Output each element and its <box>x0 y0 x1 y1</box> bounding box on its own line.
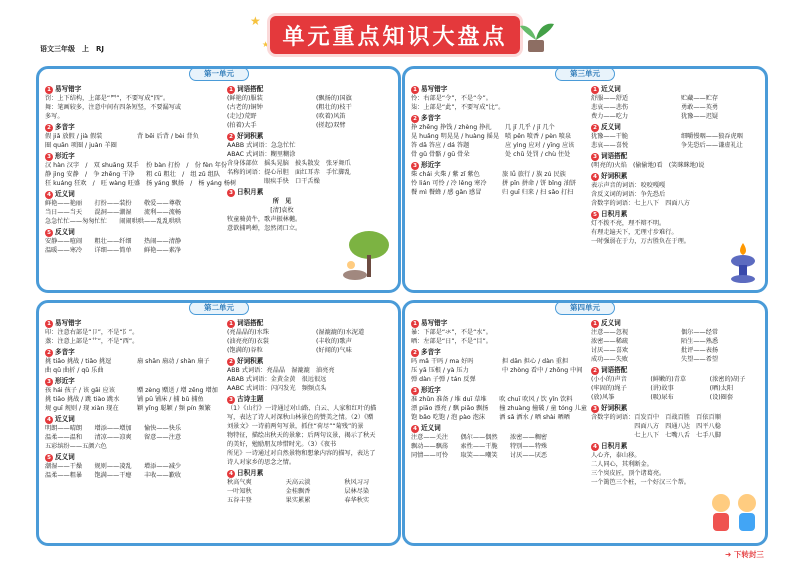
section-heading <box>591 152 765 161</box>
text-line: 的美好，勉励朋友珍惜时光。（3）《夜书 <box>227 441 337 448</box>
poem-author: [清]袁枚 <box>270 207 294 214</box>
section-title: 日积月累 <box>601 442 628 450</box>
section-title: 多音字 <box>55 123 75 131</box>
section-number-badge: 2 <box>591 124 599 132</box>
section-title: 形近字 <box>421 386 441 394</box>
grid-cell: (飘扬的)国旗 <box>316 95 352 102</box>
text-line: 飘动——飘荡 索性——干脆 特别——特殊 <box>411 443 548 450</box>
section-number-badge: 2 <box>227 358 235 366</box>
star-icon: ★ <box>262 40 270 49</box>
grid-cell: 处 chǔ 处罚 / chù 住处 <box>505 151 571 158</box>
text-line: 三个臭皮匠，顶个诸葛亮。 <box>591 470 666 477</box>
section-heading <box>45 123 223 132</box>
grid-cell: 果实累累 <box>285 497 311 504</box>
grid-cell: 圈 quān 项圈 / juàn 羊圈 <box>45 142 117 149</box>
unit4-left <box>411 317 587 460</box>
section-number-badge: 3 <box>227 189 235 197</box>
grid-cell: (丰收的)歌声 <box>316 338 352 345</box>
section-number-badge: 2 <box>411 349 419 357</box>
grid-cell: 撞 zhuàng 撞破 / 童 tóng 儿童 <box>499 405 587 412</box>
text-line: ABB 式词语：亮晶晶 湿漉漉 油亮亮 <box>227 367 335 374</box>
grid-cell: (鲜艳的)服装 <box>227 95 263 102</box>
grid-cell: 悲哀——喜悦 <box>591 142 629 149</box>
grid-cell: 犹豫——干脆 <box>591 133 629 140</box>
unit1-title: 第一单元 <box>189 67 249 81</box>
grid-cell: (放)风筝 <box>591 394 615 401</box>
grid-cell <box>502 375 587 384</box>
grid-cell: 饱 bǎo 吃饱 / 泡 pào 泡沫 <box>411 414 486 421</box>
section-heading <box>591 172 765 181</box>
grid-cell: 归 guī 归来 / 扫 sǎo 打扫 <box>502 189 574 196</box>
grid-cell: 吗 mǎ 干吗 / ma 好吗 <box>411 358 474 365</box>
plant-icon <box>516 18 556 54</box>
section-number-badge: 3 <box>411 387 419 395</box>
children-illustration <box>705 489 763 543</box>
section-title: 易写错字 <box>55 319 82 327</box>
section-title: 古诗主题 <box>237 395 264 403</box>
section-title: 多音字 <box>55 348 75 356</box>
text-line: 急急忙忙——匆匆忙忙 闹闹哄哄——乱乱哄哄 <box>45 218 182 225</box>
grid-cell: 费力——吃力 <box>591 113 629 120</box>
grid-cell: 细嚼慢咽——狼吞虎咽 <box>681 133 743 140</box>
grid-cell: 静 jìng 安静 / 争 zhēng 干净 <box>45 171 135 178</box>
grid-cell: 中 zhòng 看中 / zhōng 中间 <box>502 367 583 374</box>
word-grid <box>591 328 765 364</box>
section-title: 日积月累 <box>237 188 264 196</box>
section-heading <box>227 85 399 94</box>
word-grid <box>45 132 223 150</box>
section-heading <box>591 319 765 328</box>
section-number-badge: 3 <box>591 405 599 413</box>
text-line: 七上八下 七嘴八舌 七手八脚 <box>591 432 721 439</box>
text-line: 含身体部位 摇头晃脑 披头散发 张牙舞爪 <box>227 160 351 167</box>
grid-cell: 颖 yǐng 聪颖 / 频 pín 频繁 <box>137 405 211 412</box>
word-grid <box>227 94 399 130</box>
text-line: 鲜艳——艳丽 打扮——装扮 敬爱——尊敬 <box>45 200 182 207</box>
grid-cell: 喷 pēn 喷香 / pèn 喷泉 <box>505 133 572 140</box>
grid-cell: 舒服——舒适 <box>591 95 629 102</box>
grid-cell: 春华秋实 <box>344 497 370 504</box>
text-line: 怜：右部是“令”，不是“今”。 <box>411 95 492 102</box>
section-title: 好词积累 <box>601 404 628 412</box>
text-line: 多写。 <box>45 113 64 120</box>
unit3-right <box>591 83 765 246</box>
text-line: 四面八方 四通八达 四平八稳 <box>591 423 721 430</box>
section-heading <box>45 152 223 161</box>
grid-cell: 注意——忽视 <box>591 329 629 336</box>
section-heading <box>227 357 399 366</box>
text-line: 同情——可怜 取笑——嘲笑 讨厌——厌恶 <box>411 452 548 459</box>
section-title: 形近字 <box>421 161 441 169</box>
unit1-panel <box>36 66 401 293</box>
section-heading <box>591 366 765 375</box>
section-title: 近义词 <box>421 424 441 432</box>
grid-cell: 粗 cū 粗壮 / 组 zǔ 组队 <box>146 171 221 178</box>
grid-cell: (晒)太阳 <box>709 385 734 392</box>
grid-cell: 扇 shān 扇动 / shàn 扇子 <box>137 358 210 365</box>
text-line: 蒸：注意上部是“艹”，不是“西”。 <box>45 338 139 345</box>
grid-cell: 犹豫——迟疑 <box>681 113 719 120</box>
section-number-badge: 4 <box>227 470 235 478</box>
grid-cell: (油亮亮的)衣裳 <box>227 338 269 345</box>
grid-cell: 应 yìng 应对 / yīng 应该 <box>505 142 575 149</box>
grid-cell: 扮 bàn 打扮 / 份 fèn 年份 <box>146 162 228 169</box>
text-line: 晒：左部是“日”，不是“目”。 <box>411 338 492 345</box>
section-title: 日积月累 <box>237 469 264 477</box>
grid-cell: 批评——表扬 <box>681 347 719 354</box>
section-title: 日积月累 <box>601 210 628 218</box>
herdboy-illustration <box>339 229 394 284</box>
grid-cell: (搓起)双臂 <box>316 122 346 129</box>
grid-cell: (牢固的)绳子 <box>591 385 627 392</box>
section-number-badge: 3 <box>411 162 419 170</box>
grid-cell: 拼 pīn 拼命 / 饼 bǐng 油饼 <box>502 180 577 187</box>
unit3-left <box>411 83 587 197</box>
section-title: 易写错字 <box>421 85 448 93</box>
text-line: 一时强弱在于力，万古胜负在于理。 <box>591 238 690 245</box>
grid-cell: 柴 chái 火柴 / 紫 zǐ 紫色 <box>411 171 480 178</box>
section-heading <box>591 85 765 94</box>
unit4-right <box>591 317 765 487</box>
grid-cell: 曲 qū 曲折 / qǔ 乐曲 <box>45 367 104 374</box>
grid-cell: 狂 kuáng 狂欢 / 旺 wàng 旺盛 <box>45 180 141 187</box>
word-grid <box>45 161 237 188</box>
section-number-badge: 2 <box>45 124 53 132</box>
text-line: (明亮的)火焰 (偷偷地)看 (笑眯眯地)说 <box>591 162 705 169</box>
grid-cell: 假 jiǎ 放假 / jià 假装 <box>45 133 103 140</box>
text-line: 当日——当天 混洞——潮湿 流利——流畅 <box>45 209 182 216</box>
text-line: 一个篱笆三个桩，一个好汉三个帮。 <box>591 479 690 486</box>
grid-cell: (亮晶晶的)水珠 <box>227 329 269 336</box>
grid-cell: 骨 gǔ 骨骼 / gū 骨朵 <box>411 151 470 158</box>
grid-cell: (古老的)铜钟 <box>227 104 263 111</box>
grid-cell: 勇敢——英勇 <box>681 104 719 111</box>
grid-cell: 挑 tiāo 挑战 / tiǎo 挑逗 <box>45 358 112 365</box>
section-number-badge: 1 <box>45 86 53 94</box>
text-line: 有理走遍天下，无理寸步难行。 <box>591 229 678 236</box>
section-number-badge: 1 <box>227 320 235 328</box>
section-number-badge: 1 <box>411 320 419 328</box>
section-title: 多音字 <box>421 348 441 356</box>
text-line: 舞：笔画较多，注意中间有四条短竖，不要漏写或 <box>45 104 182 111</box>
section-number-badge: 3 <box>227 396 235 404</box>
text-line: 诗人对家乡的思念之情。 <box>227 459 296 466</box>
word-grid <box>411 357 587 384</box>
text-line: 名称的词语：提心吊胆 面红耳赤 手忙脚乱 <box>227 169 351 176</box>
section-number-badge: 2 <box>227 133 235 141</box>
section-number-badge: 1 <box>227 86 235 94</box>
grid-cell: 争先恐后——谦虚礼让 <box>681 142 743 149</box>
grid-cell: 怜 lián 可怜 / 冷 lěng 寒冷 <box>411 180 487 187</box>
section-number-badge: 4 <box>45 416 53 424</box>
section-title: 好词积累 <box>601 172 628 180</box>
grid-cell: 规 guī 规则 / 现 xiàn 现在 <box>45 405 119 412</box>
grid-cell: 弹 dàn 子弹 / tán 反弹 <box>411 376 476 383</box>
text-line: 温暖——寒冷 详细——简单 鲜艳——素净 <box>45 247 182 254</box>
section-number-badge: 1 <box>45 320 53 328</box>
text-line: ABAC 式词语：糊里糊涂 <box>227 151 296 158</box>
grid-cell: 偶尔——经常 <box>681 329 719 336</box>
section-number-badge: 5 <box>45 229 53 237</box>
text-line: 温柔——温和 清凉——凉爽 留意——注意 <box>45 434 182 441</box>
text-line: 含数字的词语：七上八下 四面八方 <box>591 200 690 207</box>
section-title: 反义词 <box>55 228 75 236</box>
section-heading <box>45 348 223 357</box>
grid-cell: 贮藏——贮存 <box>681 95 719 102</box>
grid-cell: (吸)尿布 <box>650 394 674 401</box>
section-number-badge: 1 <box>591 86 599 94</box>
text-line: 所见》一诗通过对自然景物和想象内容的描写，表达了 <box>227 450 376 457</box>
text-line: 注意——关注 偶尔——偶然 浓密——稠密 <box>411 434 548 441</box>
section-heading <box>45 377 223 386</box>
text-line: 物特征，描绘出秋天的景象；后两句议景，揭示了秋天 <box>227 432 376 439</box>
section-heading <box>411 319 587 328</box>
word-grid <box>227 478 399 505</box>
grid-cell: 金桂飘香 <box>285 488 311 495</box>
section-heading <box>45 228 223 237</box>
text-line: 人心齐，泰山移。 <box>591 452 641 459</box>
grid-cell: (湿漉漉的)水泥道 <box>316 329 365 336</box>
section-heading <box>591 123 765 132</box>
section-number-badge: 2 <box>45 349 53 357</box>
section-number-badge: 2 <box>411 115 419 123</box>
section-heading <box>411 85 587 94</box>
unit4-title: 第四单元 <box>555 301 615 315</box>
section-heading <box>45 319 223 328</box>
section-heading <box>227 188 399 197</box>
section-number-badge: 5 <box>45 454 53 462</box>
section-heading <box>227 395 399 404</box>
section-heading <box>227 469 399 478</box>
text-line: 暴：下部是“氺”，不是“水”。 <box>411 329 492 336</box>
word-grid <box>227 328 399 355</box>
grid-cell: 挣 zhēng 挣钱 / zhèng 挣扎 <box>411 124 492 131</box>
grid-cell: 赠 zèng 赠送 / 增 zēng 增加 <box>137 387 218 394</box>
grid-cell: 餐 mì 餐蜂 / 感 gǎn 感冒 <box>411 189 482 196</box>
text-line: ABAB 式词语：金黄金黄 很远很远 <box>227 376 327 383</box>
section-title: 易写错字 <box>55 85 82 93</box>
poem-title: 所 见 <box>272 198 292 205</box>
grid-cell: (吹着)风笛 <box>316 113 346 120</box>
text-line: 柒：上部是“此”，不要写成“比”。 <box>411 104 505 111</box>
word-grid <box>591 94 765 121</box>
section-heading <box>227 132 399 141</box>
word-grid <box>411 123 587 159</box>
word-grid <box>45 386 223 413</box>
section-number-badge: 1 <box>411 86 419 94</box>
grid-cell: 答 dā 答应 / dá 答题 <box>411 142 470 149</box>
text-line: 温柔——粗暴 饱满——干瘪 丰收——歉收 <box>45 472 182 479</box>
grid-cell: 吹 chuī 吹风 / 饮 yǐn 饮料 <box>499 396 573 403</box>
grid-cell: (好闻的)气味 <box>316 347 352 354</box>
unit2-left <box>45 317 223 480</box>
section-heading <box>411 424 587 433</box>
text-line: 明朗——晴朗 增添——增加 愉快——快乐 <box>45 425 182 432</box>
unit1-right <box>227 83 399 233</box>
text-line: 表示声音的词语：咬咬嘎嘎 <box>591 182 666 189</box>
text-line: AABB 式词语：急急忙忙 <box>227 142 296 149</box>
section-title: 词语搭配 <box>601 366 628 374</box>
text-line: 印：注意右部是“卩”，不是“阝”。 <box>45 329 139 336</box>
unit1-left <box>45 83 237 255</box>
grid-cell: (小小的)声音 <box>591 376 627 383</box>
section-heading <box>411 348 587 357</box>
grade-label: 语文三年级 上 RJ <box>40 45 104 53</box>
word-grid <box>45 357 223 375</box>
star-icon: ★ <box>250 14 261 28</box>
section-heading <box>411 386 587 395</box>
section-number-badge: 4 <box>411 425 419 433</box>
grid-cell: 悲哀——悲伤 <box>591 104 629 111</box>
section-heading <box>45 415 223 424</box>
section-number-badge: 3 <box>45 378 53 386</box>
section-heading <box>45 85 223 94</box>
section-title: 词语搭配 <box>237 319 264 327</box>
grid-cell: 失望——希望 <box>681 356 719 363</box>
grid-cell: (讲)故事 <box>650 385 674 392</box>
section-title: 近义词 <box>601 85 621 93</box>
grid-cell: 扬 yáng 飘扬 / 杨 yáng 杨树 <box>146 180 237 187</box>
grid-cell: 层林尽染 <box>344 488 370 495</box>
grid-cell: 担 dān 担心 / dàn 重担 <box>502 358 569 365</box>
text-line: 写，表达了诗人对深秋山林景色的赞美之情。（2）《赠 <box>227 414 374 421</box>
text-line: 二人同心，其利断金。 <box>591 461 653 468</box>
page-title-banner <box>270 16 520 54</box>
section-heading <box>591 404 765 413</box>
section-title: 词语搭配 <box>237 85 264 93</box>
section-number-badge: 2 <box>591 367 599 375</box>
grid-cell: 秋风习习 <box>344 479 370 486</box>
grid-cell: 洒 sǎ 洒水 / 晒 shài 晒晒 <box>499 414 570 421</box>
word-grid <box>411 395 587 422</box>
grid-cell: 晃 huǎng 明晃晃 / huàng 摇晃 <box>411 133 500 140</box>
text-line: 五彩缤纷——五颜六色 <box>45 443 107 450</box>
grid-cell: 汉 hàn 汉字 / 双 shuāng 双手 <box>45 162 139 169</box>
poem-line: 意欲捕鸣蝉，忽然闭口立。 <box>227 225 302 232</box>
section-number-badge: 3 <box>45 153 53 161</box>
section-title: 近义词 <box>55 190 75 198</box>
unit3-title: 第三单元 <box>555 67 615 81</box>
section-title: 反义词 <box>55 453 75 461</box>
grid-cell: 秋高气爽 <box>227 479 252 486</box>
section-heading <box>591 210 765 219</box>
next-page-label: 下转封三 <box>733 550 764 559</box>
section-number-badge: 3 <box>591 153 599 161</box>
text-line: AABC 式词语：闪闪发光 频频点头 <box>227 385 327 392</box>
grid-cell: (鲜嫩的)青草 <box>650 376 687 383</box>
grid-cell: 陌生——熟悉 <box>681 338 719 345</box>
grid-cell: (拍着)大手 <box>227 122 257 129</box>
section-heading <box>411 161 587 170</box>
grid-cell: 浓密——稀疏 <box>591 338 629 345</box>
text-line: 灯不拨不亮，理不辩不明。 <box>591 220 666 227</box>
text-line: 含反义词的词语：争先恐后 <box>591 191 666 198</box>
section-number-badge: 1 <box>591 320 599 328</box>
grid-cell: 准 zhǔn 准备 / 堆 duī 草堆 <box>411 396 487 403</box>
section-number-badge: 4 <box>591 173 599 181</box>
section-number-badge: 5 <box>591 211 599 219</box>
grid-cell: (饱满的)谷粒 <box>227 347 263 354</box>
section-title: 好词积累 <box>237 357 264 365</box>
section-heading <box>591 442 765 451</box>
section-heading <box>45 190 223 199</box>
section-title: 形近字 <box>55 152 75 160</box>
grid-cell: 漂 piāo 漂亮 / 飘 piāo 飘扬 <box>411 405 489 412</box>
grid-cell: 一叶知秋 <box>227 488 252 495</box>
next-page-note: ➜ 下转封三 <box>725 550 764 559</box>
grid-cell: 挑 tiāo 挑战 / 跳 tiào 跳水 <box>45 396 120 403</box>
text-line: （1）《山行》一诗通过对山路、白云、人家和红叶的描 <box>227 405 377 412</box>
text-line: 含数字的词语：百发百中 百战百胜 百依百顺 <box>591 414 721 421</box>
word-grid <box>591 132 765 150</box>
poem-line: 牧童骑黄牛，歌声振林樾。 <box>227 216 302 223</box>
grid-cell: (浓密的)胡子 <box>709 376 746 383</box>
section-title: 词语搭配 <box>601 152 628 160</box>
unit2-title: 第二单元 <box>189 301 249 315</box>
grid-cell: (设)圈套 <box>709 394 734 401</box>
section-heading <box>411 114 587 123</box>
unit3-panel <box>402 66 768 293</box>
section-title: 易写错字 <box>421 319 448 327</box>
section-title: 多音字 <box>421 114 441 122</box>
text-line: 眼疾手快 口干舌燥 <box>227 178 320 185</box>
grid-cell: 旅 lǚ 旅行 / 族 zú 民族 <box>502 171 566 178</box>
section-number-badge: 4 <box>591 443 599 451</box>
grid-cell: 成功——失败 <box>591 356 629 363</box>
section-title: 反义词 <box>601 123 621 131</box>
grid-cell: 五谷丰登 <box>227 497 252 504</box>
grid-cell: 背 bēi 后背 / bèi 背负 <box>137 133 199 140</box>
text-line: 潮湿——干燥 规则——凌乱 增添——减少 <box>45 463 182 470</box>
section-title: 近义词 <box>55 415 75 423</box>
oil-lamp-icon <box>725 239 761 285</box>
text-line: 安静——喧闹 粗壮——纤细 热闹——清静 <box>45 238 182 245</box>
word-grid <box>411 170 587 197</box>
section-title: 好词积累 <box>237 132 264 140</box>
grid-cell: 铺 pū 铺床 / 捕 bǔ 捕鱼 <box>137 396 204 403</box>
section-number-badge: 4 <box>45 191 53 199</box>
grid-cell: 讨厌——喜欢 <box>591 347 629 354</box>
section-heading <box>45 453 223 462</box>
unit2-panel <box>36 300 401 546</box>
grid-cell: (粗壮的)枝干 <box>316 104 352 111</box>
unit2-right <box>227 317 399 505</box>
section-title: 反义词 <box>601 319 621 327</box>
grid-cell: (走过)荒野 <box>227 113 257 120</box>
section-heading <box>227 319 399 328</box>
section-title: 形近字 <box>55 377 75 385</box>
grid-cell: 天高云淡 <box>285 479 311 486</box>
word-grid <box>591 375 765 402</box>
text-line: 刘景文》一诗前两句写景，抓住“荷尽”“菊残”的景 <box>227 423 364 430</box>
text-line: 罚：上下结构，上部是“罒”，不要写成“四”。 <box>45 95 170 102</box>
page-title: 单元重点知识大盘点 <box>282 24 508 50</box>
grid-cell: 压 yā 压根 / yà 压力 <box>411 367 469 374</box>
grid-cell: 孩 hái 孩子 / 该 gāi 应该 <box>45 387 115 394</box>
unit4-panel <box>402 300 768 546</box>
grid-cell: 几 jǐ 几乎 / jǐ 几个 <box>505 124 555 131</box>
